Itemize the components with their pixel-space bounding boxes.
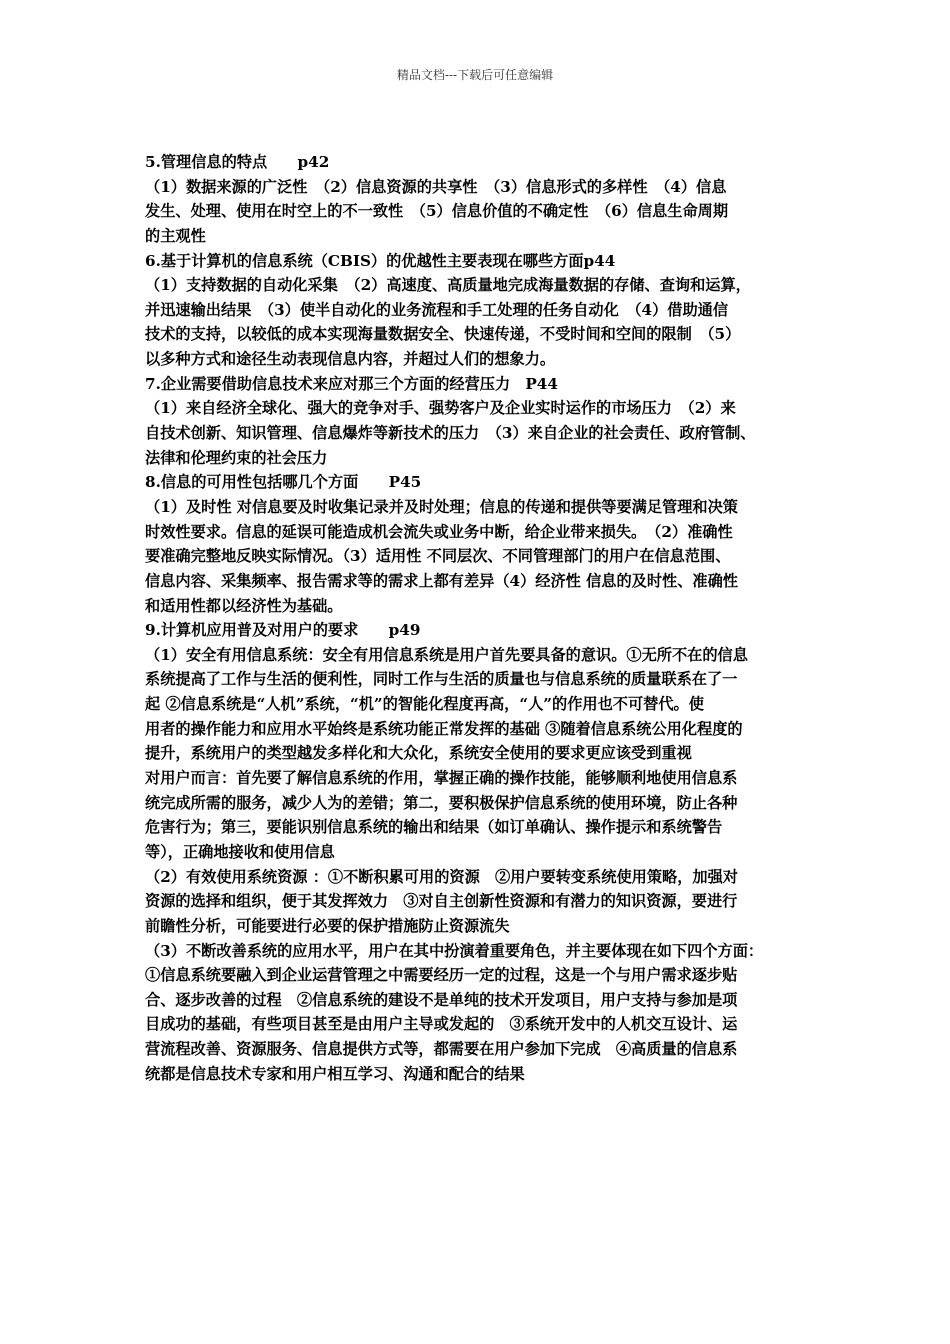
document-body: [145, 150, 813, 1086]
body-line: 并迅速输出结果 （3）使半自动化的业务流程和手工处理的任务自动化 （4）借助通信: [145, 300, 729, 319]
body-line: 统完成所需的服务，减少人为的差错；第二，要积极保护信息系统的使用环境，防止各种: [145, 793, 738, 812]
body-line: 7.企业需要借助信息技术来应对那三个方面的经营压力 P44: [145, 374, 558, 393]
body-line: ①信息系统要融入到企业运营管理之中需要经历一定的过程，这是一个与用户需求逐步贴: [145, 966, 738, 985]
body-line: 法律和伦理约束的社会压力: [145, 448, 328, 467]
body-line: 发生、处理、使用在时空上的不一致性 （5）信息价值的不确定性 （6）信息生命周期: [145, 202, 729, 221]
body-line: （1）来自经济全球化、强大的竞争对手、强势客户及企业实时运作的市场压力 （2）来: [145, 399, 736, 418]
body-line: 对用户而言：首先要了解信息系统的作用，掌握正确的操作技能，能够顺利地使用信息系: [145, 769, 738, 788]
body-line: 前瞻性分析，可能要进行必要的保护措施防止资源流失: [145, 916, 510, 935]
body-line: 时效性要求。信息的延误可能造成机会流失或业务中断，给企业带来损失。 （2）准确性: [145, 522, 733, 541]
body-line: 用者的操作能力和应用水平始终是系统功能正常发挥的基础 ③随着信息系统公用化程度的: [145, 719, 743, 738]
body-line: （1）支持数据的自动化采集 （2）高速度、高质量地完成海量数据的存储、查询和运算，: [145, 276, 751, 295]
body-line: （2）有效使用系统资源 ：①不断积累可用的资源 ②用户要转变系统使用策略，加强对: [145, 867, 738, 886]
body-line: 和适用性都以经济性为基础。: [145, 596, 343, 615]
body-line: 营流程改善、资源服务、信息提供方式等，都需要在用户参加下完成 ④高质量的信息系: [145, 1040, 738, 1059]
body-line: 9.计算机应用普及对用户的要求 p49: [145, 621, 421, 640]
body-line: 目成功的基础，有些项目甚至是由用户主导或发起的 ③系统开发中的人机交互设计、运: [145, 1015, 738, 1034]
body-line: 8.信息的可用性包括哪几个方面 P45: [145, 473, 422, 492]
body-line: （1）及时性 对信息要及时收集记录并及时处理；信息的传递和提供等要满足管理和决策: [145, 497, 738, 516]
body-line: 6.基于计算机的信息系统（CBIS）的优越性主要表现在哪些方面p44: [145, 251, 616, 270]
body-line: 自技术创新、知识管理、信息爆炸等新技术的压力 （3）来自企业的社会责任、政府管制、: [145, 424, 756, 443]
body-line: 等），正确地接收和使用信息: [145, 842, 335, 861]
body-line: 以多种方式和途径生动表现信息内容，并超过人们的想象力。: [145, 350, 556, 369]
body-line: 系统提高了工作与生活的便利性，同时工作与生活的质量也与信息系统的质量联系在了一: [145, 670, 738, 689]
body-line: 的主观性: [145, 226, 206, 245]
page-header: 精品文档---下载后可任意编辑: [396, 68, 554, 82]
body-line: 技术的支持，以较低的成本实现海量数据安全、快速传递，不受时间和空间的限制 （5）: [145, 325, 741, 344]
body-line: 信息内容、采集频率、报告需求等的需求上都有差异（4）经济性 信息的及时性、准确性: [145, 571, 738, 590]
body-line: （1）数据来源的广泛性 （2）信息资源的共享性 （3）信息形式的多样性 （4）信息: [145, 177, 727, 196]
body-line: （3）不断改善系统的应用水平，用户在其中扮演着重要角色，并主要体现在如下四个方面：: [145, 941, 764, 960]
body-line: 提升，系统用户的类型越发多样化和大众化，系统安全使用的要求更应该受到重视: [145, 744, 692, 763]
body-line: （1）安全有用信息系统：安全有用信息系统是用户首先要具备的意识。①无所不在的信息: [145, 645, 748, 664]
body-line: 危害行为；第三，要能识别信息系统的输出和结果（如订单确认、操作提示和系统警告: [145, 818, 723, 837]
body-line: 5.管理信息的特点 p42: [145, 153, 330, 171]
body-line: 资源的选择和组织，便于其发挥效力 ③对自主创新性资源和有潜力的知识资源，要进行: [145, 892, 738, 911]
body-line: 要准确完整地反映实际情况。（3）适用性 不同层次、不同管理部门的用户在信息范围、: [145, 547, 731, 566]
body-line: 合、逐步改善的过程 ②信息系统的建设不是单纯的技术开发项目，用户支持与参加是项: [145, 990, 738, 1009]
body-line: 统都是信息技术专家和用户相互学习、沟通和配合的结果: [145, 1064, 525, 1083]
body-line: 起 ②信息系统是“人机”系统，“机”的智能化程度再高，“人”的作用也不可替代。使: [145, 695, 704, 714]
